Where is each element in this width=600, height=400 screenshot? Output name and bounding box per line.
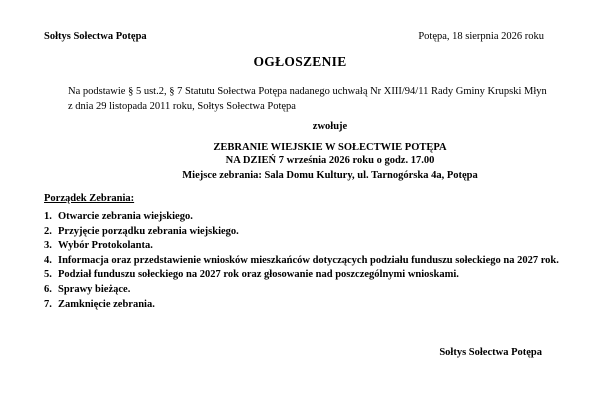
agenda-item-text: Zamknięcie zebrania. [58, 298, 155, 310]
agenda-item [44, 254, 564, 269]
header-issuer: Sołtys Sołectwa Potępa [44, 31, 147, 42]
header-place-date: Potępa, 18 sierpnia 2026 roku [418, 31, 544, 42]
agenda-item [44, 225, 564, 240]
agenda-item-number: 2. [44, 225, 52, 237]
legal-basis-paragraph: Na podstawie § 5 ust.2, § 7 Statutu Sołectwa Potępa nadanego uchwałą Nr XIII/94/11 Rady Gminy Krupski Młyn z dnia 29 listopada 2011 roku, Sołtys Sołectwa Potępa [68, 86, 547, 112]
agenda-item-number: 3. [44, 240, 52, 252]
agenda-item-text: Otwarcie zebrania wiejskiego. [58, 211, 193, 222]
meeting-name: ZEBRANIE WIEJSKIE W SOŁECTWIE POTĘPA [213, 142, 447, 153]
agenda-item-number: 6. [44, 283, 52, 295]
agenda-item-number: 7. [44, 298, 52, 310]
agenda-item-number: 5. [44, 269, 52, 281]
agenda-item-text: Podział funduszu sołeckiego na 2027 rok oraz głosowanie nad poszczególnymi wnioskami. [58, 269, 459, 281]
document-title: OGŁOSZENIE [253, 54, 347, 69]
agenda-item-text: Wybór Protokolanta. [58, 240, 153, 252]
agenda-list [44, 210, 564, 312]
agenda-item [44, 268, 564, 283]
agenda-item [44, 283, 564, 298]
convenes-text: zwołuje [312, 121, 348, 132]
meeting-date: NA DZIEŃ 7 września 2026 roku o godz. 17.00 [225, 155, 435, 166]
agenda-item-number: 4. [44, 254, 52, 266]
agenda-item-text: Sprawy bieżące. [58, 283, 131, 295]
agenda-item-number: 1. [44, 211, 52, 222]
agenda-item [44, 239, 564, 254]
agenda-item [44, 210, 564, 225]
agenda-item [44, 298, 564, 313]
meeting-place: Miejsce zebrania: Sala Domu Kultury, ul. Tarnogórska 4a, Potępa [182, 170, 478, 181]
agenda-item-text: Informacja oraz przedstawienie wniosków mieszkańców dotyczących podziału funduszu sołeckiego na 2027 rok. [58, 254, 559, 266]
agenda-title: Porządek Zebrania: [44, 193, 135, 204]
signature: Sołtys Sołectwa Potępa [439, 347, 542, 358]
agenda-item-text: Przyjęcie porządku zebrania wiejskiego. [58, 225, 239, 237]
